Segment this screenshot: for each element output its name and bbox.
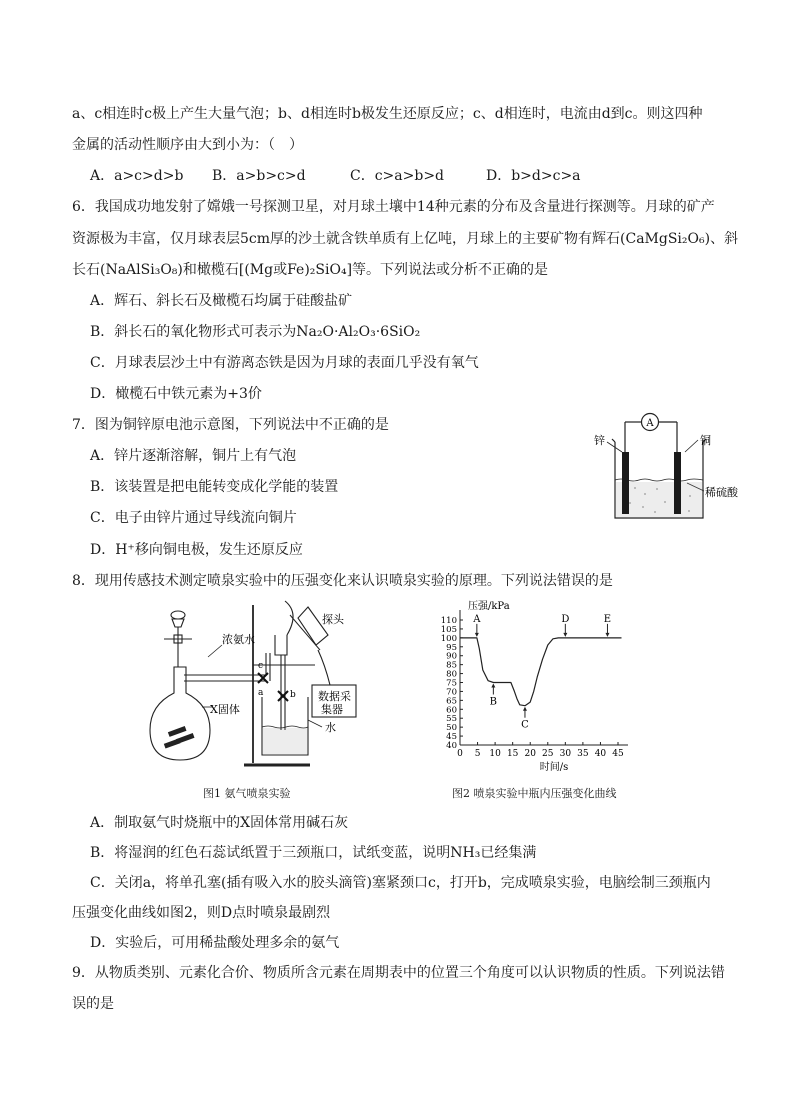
acid-label: 稀硫酸 — [705, 486, 738, 499]
point-label-e: E — [603, 613, 612, 625]
point-arrowhead-d — [563, 633, 567, 637]
q6-line-2: 资源极为丰富，仅月球表层5cm厚的沙土就含铁单质有上亿吨，月球上的主要矿物有辉石(CaMgSi₂O₆)、斜 — [72, 231, 739, 247]
point-arrowhead-c — [523, 707, 527, 711]
q7-stem: 7．图为铜锌原电池示意图，下列说法中不正确的是 — [72, 417, 389, 433]
point-arrowhead-a — [475, 633, 479, 637]
q8-option-a[interactable]: A．制取氨气时烧瓶中的X固体常用碱石灰 — [90, 815, 349, 831]
y-tick-label: 75 — [446, 678, 457, 689]
label-c: c — [258, 661, 264, 671]
y-tick-label: 70 — [446, 687, 457, 698]
x-tick-label: 35 — [577, 749, 589, 759]
q5-option-b[interactable]: B．a>b>c>d — [212, 168, 306, 184]
ammeter-label: A — [646, 418, 654, 429]
q8-stem: 8．现用传感技术测定喷泉实验中的压强变化来认识喷泉实验的原理。下列说法错误的是 — [72, 573, 613, 589]
q5-option-a[interactable]: A．a>c>d>b — [90, 168, 184, 184]
x-tick-label: 40 — [594, 749, 607, 759]
label-b: b — [290, 690, 296, 700]
y-tick-label: 65 — [446, 696, 457, 707]
fountain-apparatus-figure — [150, 605, 365, 780]
q6-line-3: 长石(NaAlSi₃O₈)和橄榄石[(Mg或Fe)₂SiO₄]等。下列说法或分析不正确的是 — [72, 262, 549, 278]
q9-line-2: 误的是 — [72, 996, 114, 1012]
q7-option-d[interactable]: D．H⁺移向铜电极，发生还原反应 — [90, 542, 303, 558]
q6-option-d[interactable]: D．橄榄石中铁元素为+3价 — [90, 386, 262, 402]
q5-line-2: 金属的活动性顺序由大到小为：（ ） — [72, 137, 303, 153]
x-tick-label: 15 — [506, 749, 519, 759]
x-tick-label: 10 — [489, 749, 501, 759]
q8-option-b[interactable]: B．将湿润的红色石蕊试纸置于三颈瓶口，试纸变蓝，说明NH₃已经集满 — [90, 845, 537, 861]
y-tick-label: 110 — [440, 616, 457, 626]
collector-label-2: 集器 — [321, 703, 343, 716]
galvanic-cell-figure — [585, 410, 738, 525]
y-tick-label: 80 — [446, 669, 457, 680]
y-axis-label: 压强/kPa — [468, 601, 510, 612]
y-tick-label: 60 — [446, 705, 457, 716]
copper-label: 铜 — [700, 434, 711, 447]
y-tick-label: 95 — [446, 642, 457, 653]
water-label: 水 — [325, 721, 336, 734]
point-label-a: A — [473, 613, 481, 625]
q7-option-c[interactable]: C．电子由锌片通过导线流向铜片 — [90, 510, 297, 526]
q6-line-1: 6．我国成功地发射了嫦娥一号探测卫星，对月球土壤中14种元素的分布及含量进行探测等。月球的矿产 — [72, 199, 715, 215]
q8-option-c-line-2: 压强变化曲线如图2，则D点时喷泉最剧烈 — [72, 905, 331, 921]
q7-option-a[interactable]: A．锌片逐渐溶解，铜片上有气泡 — [90, 448, 297, 464]
q5-option-d[interactable]: D．b>d>c>a — [486, 168, 581, 184]
dropping-funnel — [172, 619, 184, 627]
probe-label: 探头 — [322, 613, 344, 626]
q5-line-1: a、c相连时c极上产生大量气泡；b、d相连时b极发生还原反应；c、d相连时，电流由d到c。则这四种 — [72, 106, 703, 122]
pressure-chart — [418, 600, 633, 775]
label-a: a — [258, 688, 264, 698]
collector-label-1: 数据采 — [318, 690, 351, 703]
x-tick-label: 45 — [612, 749, 624, 759]
point-label-c: C — [521, 719, 529, 731]
ammonia-water-label: 浓氨水 — [222, 633, 255, 646]
copper-electrode — [674, 452, 681, 514]
point-arrowhead-e — [605, 633, 609, 637]
q6-option-c[interactable]: C．月球表层沙土中有游离态铁是因为月球的表面几乎没有氧气 — [90, 355, 479, 371]
pressure-curve — [460, 638, 622, 706]
x-axis-label: 时间/s — [539, 762, 569, 773]
y-tick-label: 55 — [446, 714, 457, 725]
y-tick-label: 100 — [440, 633, 457, 644]
figure-2-caption: 图2 喷泉实验中瓶内压强变化曲线 — [452, 787, 617, 800]
y-tick-label: 105 — [440, 624, 457, 635]
zinc-electrode — [622, 452, 629, 514]
q8-option-c-line-1[interactable]: C．关闭a，将单孔塞(插有吸入水的胶头滴管)塞紧颈口c，打开b，完成喷泉实验，电脑绘制三颈瓶内 — [90, 875, 711, 891]
x-tick-label: 20 — [524, 749, 536, 759]
q6-option-a[interactable]: A．辉石、斜长石及橄榄石均属于硅酸盐矿 — [90, 293, 353, 309]
y-tick-label: 85 — [446, 660, 457, 671]
point-label-b: B — [489, 696, 498, 708]
y-tick-label: 90 — [446, 651, 457, 662]
point-label-d: D — [561, 613, 570, 625]
y-tick-label: 40 — [446, 741, 457, 751]
y-tick-label: 50 — [446, 723, 457, 734]
q9-line-1: 9．从物质类别、元素化合价、物质所含元素在周期表中的位置三个角度可以认识物质的性质。下列说法错 — [72, 965, 725, 981]
zinc-label: 锌 — [594, 434, 605, 447]
solid-label: X固体 — [210, 703, 240, 716]
q5-option-c[interactable]: C．c>a>b>d — [350, 168, 445, 184]
point-arrowhead-b — [491, 684, 495, 688]
q6-option-b[interactable]: B．斜长石的氧化物形式可表示为Na₂O·Al₂O₃·6SiO₂ — [90, 324, 421, 340]
x-tick-label: 30 — [559, 749, 572, 759]
x-tick-label: 5 — [474, 749, 481, 759]
q7-option-b[interactable]: B．该装置是把电能转变成化学能的装置 — [90, 479, 339, 495]
y-tick-label: 45 — [446, 732, 457, 743]
figure-1-caption: 图1 氨气喷泉实验 — [203, 787, 291, 800]
q8-option-d[interactable]: D．实验后，可用稀盐酸处理多余的氨气 — [90, 935, 340, 951]
x-tick-label: 25 — [542, 749, 554, 759]
x-tick-label: 0 — [457, 749, 463, 759]
